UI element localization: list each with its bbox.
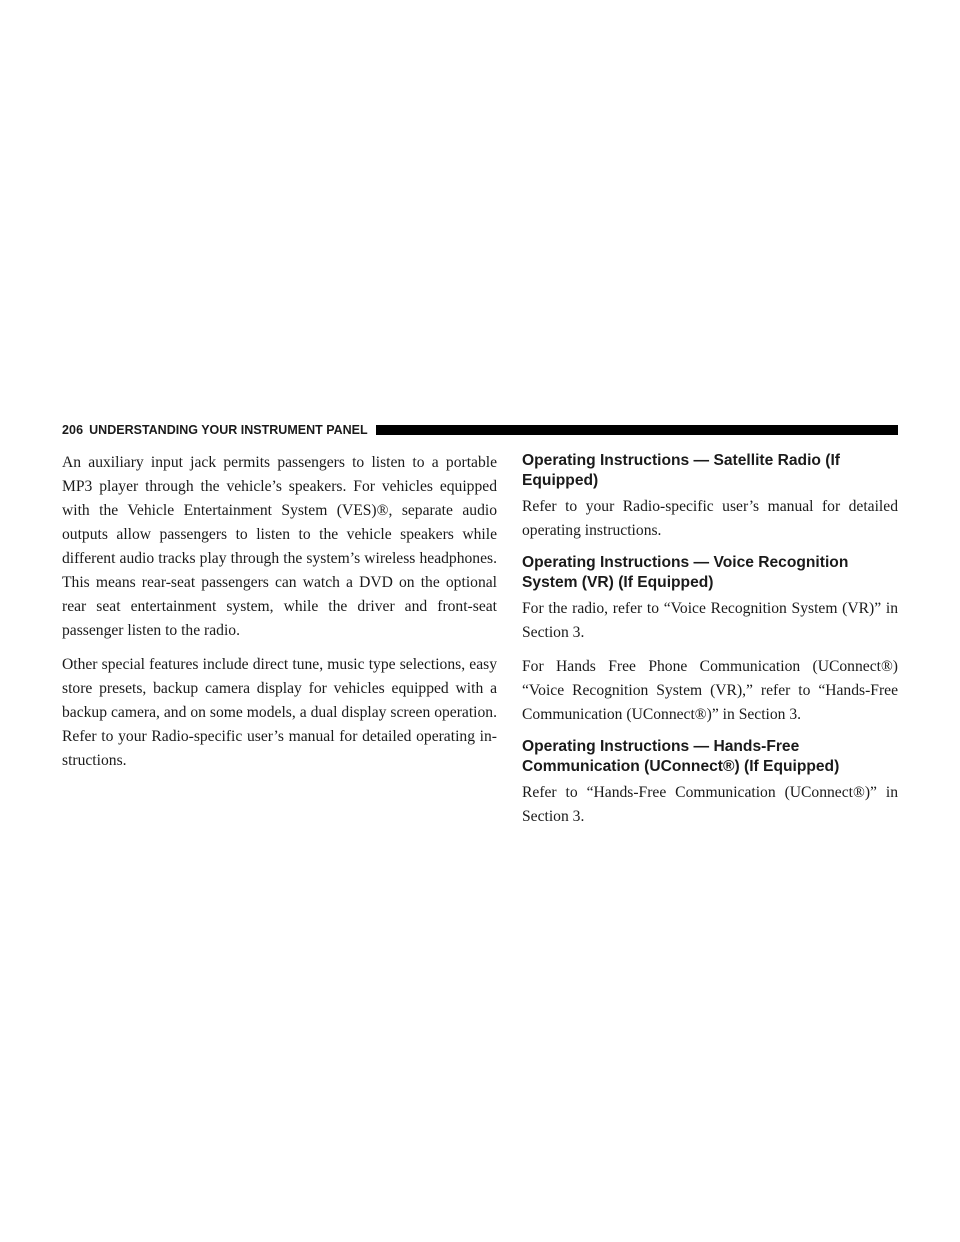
section-heading: Operating Instructions — Hands-Free Communication (UConnect®) (If Equipped)	[522, 738, 840, 775]
paragraph-auxiliary-input: An auxiliary input jack permits passengers to listen to a portable MP3 player through the vehicle’s speakers. For vehicles equipped with the Vehicle Entertainment System (VES)®, separate audio outputs allow passengers to listen to the vehicle speakers while different audio tracks play through the system’s wireless headphones. This means rear-seat passengers can watch a DVD on the optional rear seat entertainment system, while the driver and front-seat passenger listen to the radio.	[62, 454, 497, 639]
left-column	[62, 451, 497, 783]
section-paragraph: For Hands Free Phone Communication (UConnect®) “Voice Recognition System (VR),” refer to “Hands-Free Communication (UConnect®)” in Section 3.	[522, 658, 898, 723]
header-rule	[376, 425, 898, 435]
section-heading: Operating Instructions — Voice Recognition System (VR) (If Equipped)	[522, 554, 849, 591]
section-paragraph: Refer to your Radio-specific user’s manual for detailed operating instructions.	[522, 498, 898, 539]
section-hands-free	[522, 737, 898, 829]
right-column	[522, 451, 898, 839]
section-heading: Operating Instructions — Satellite Radio (If Equipped)	[522, 452, 840, 489]
paragraph-special-features: Other special features include direct tune, music type selections, easy store presets, backup camera display for vehicles equipped with a backup camera, and on some models, a dual display screen operation. Refer to your Radio-specific user’s manual for detailed operating in-structions.	[62, 656, 497, 769]
section-paragraph: Refer to “Hands-Free Communication (UConnect®)” in Section 3.	[522, 784, 898, 825]
section-paragraph: For the radio, refer to “Voice Recognition System (VR)” in Section 3.	[522, 600, 898, 641]
section-title: UNDERSTANDING YOUR INSTRUMENT PANEL	[89, 423, 368, 437]
page-number: 206	[62, 423, 84, 437]
page-header	[62, 422, 898, 438]
section-satellite-radio	[522, 451, 898, 543]
section-voice-recognition	[522, 553, 898, 727]
